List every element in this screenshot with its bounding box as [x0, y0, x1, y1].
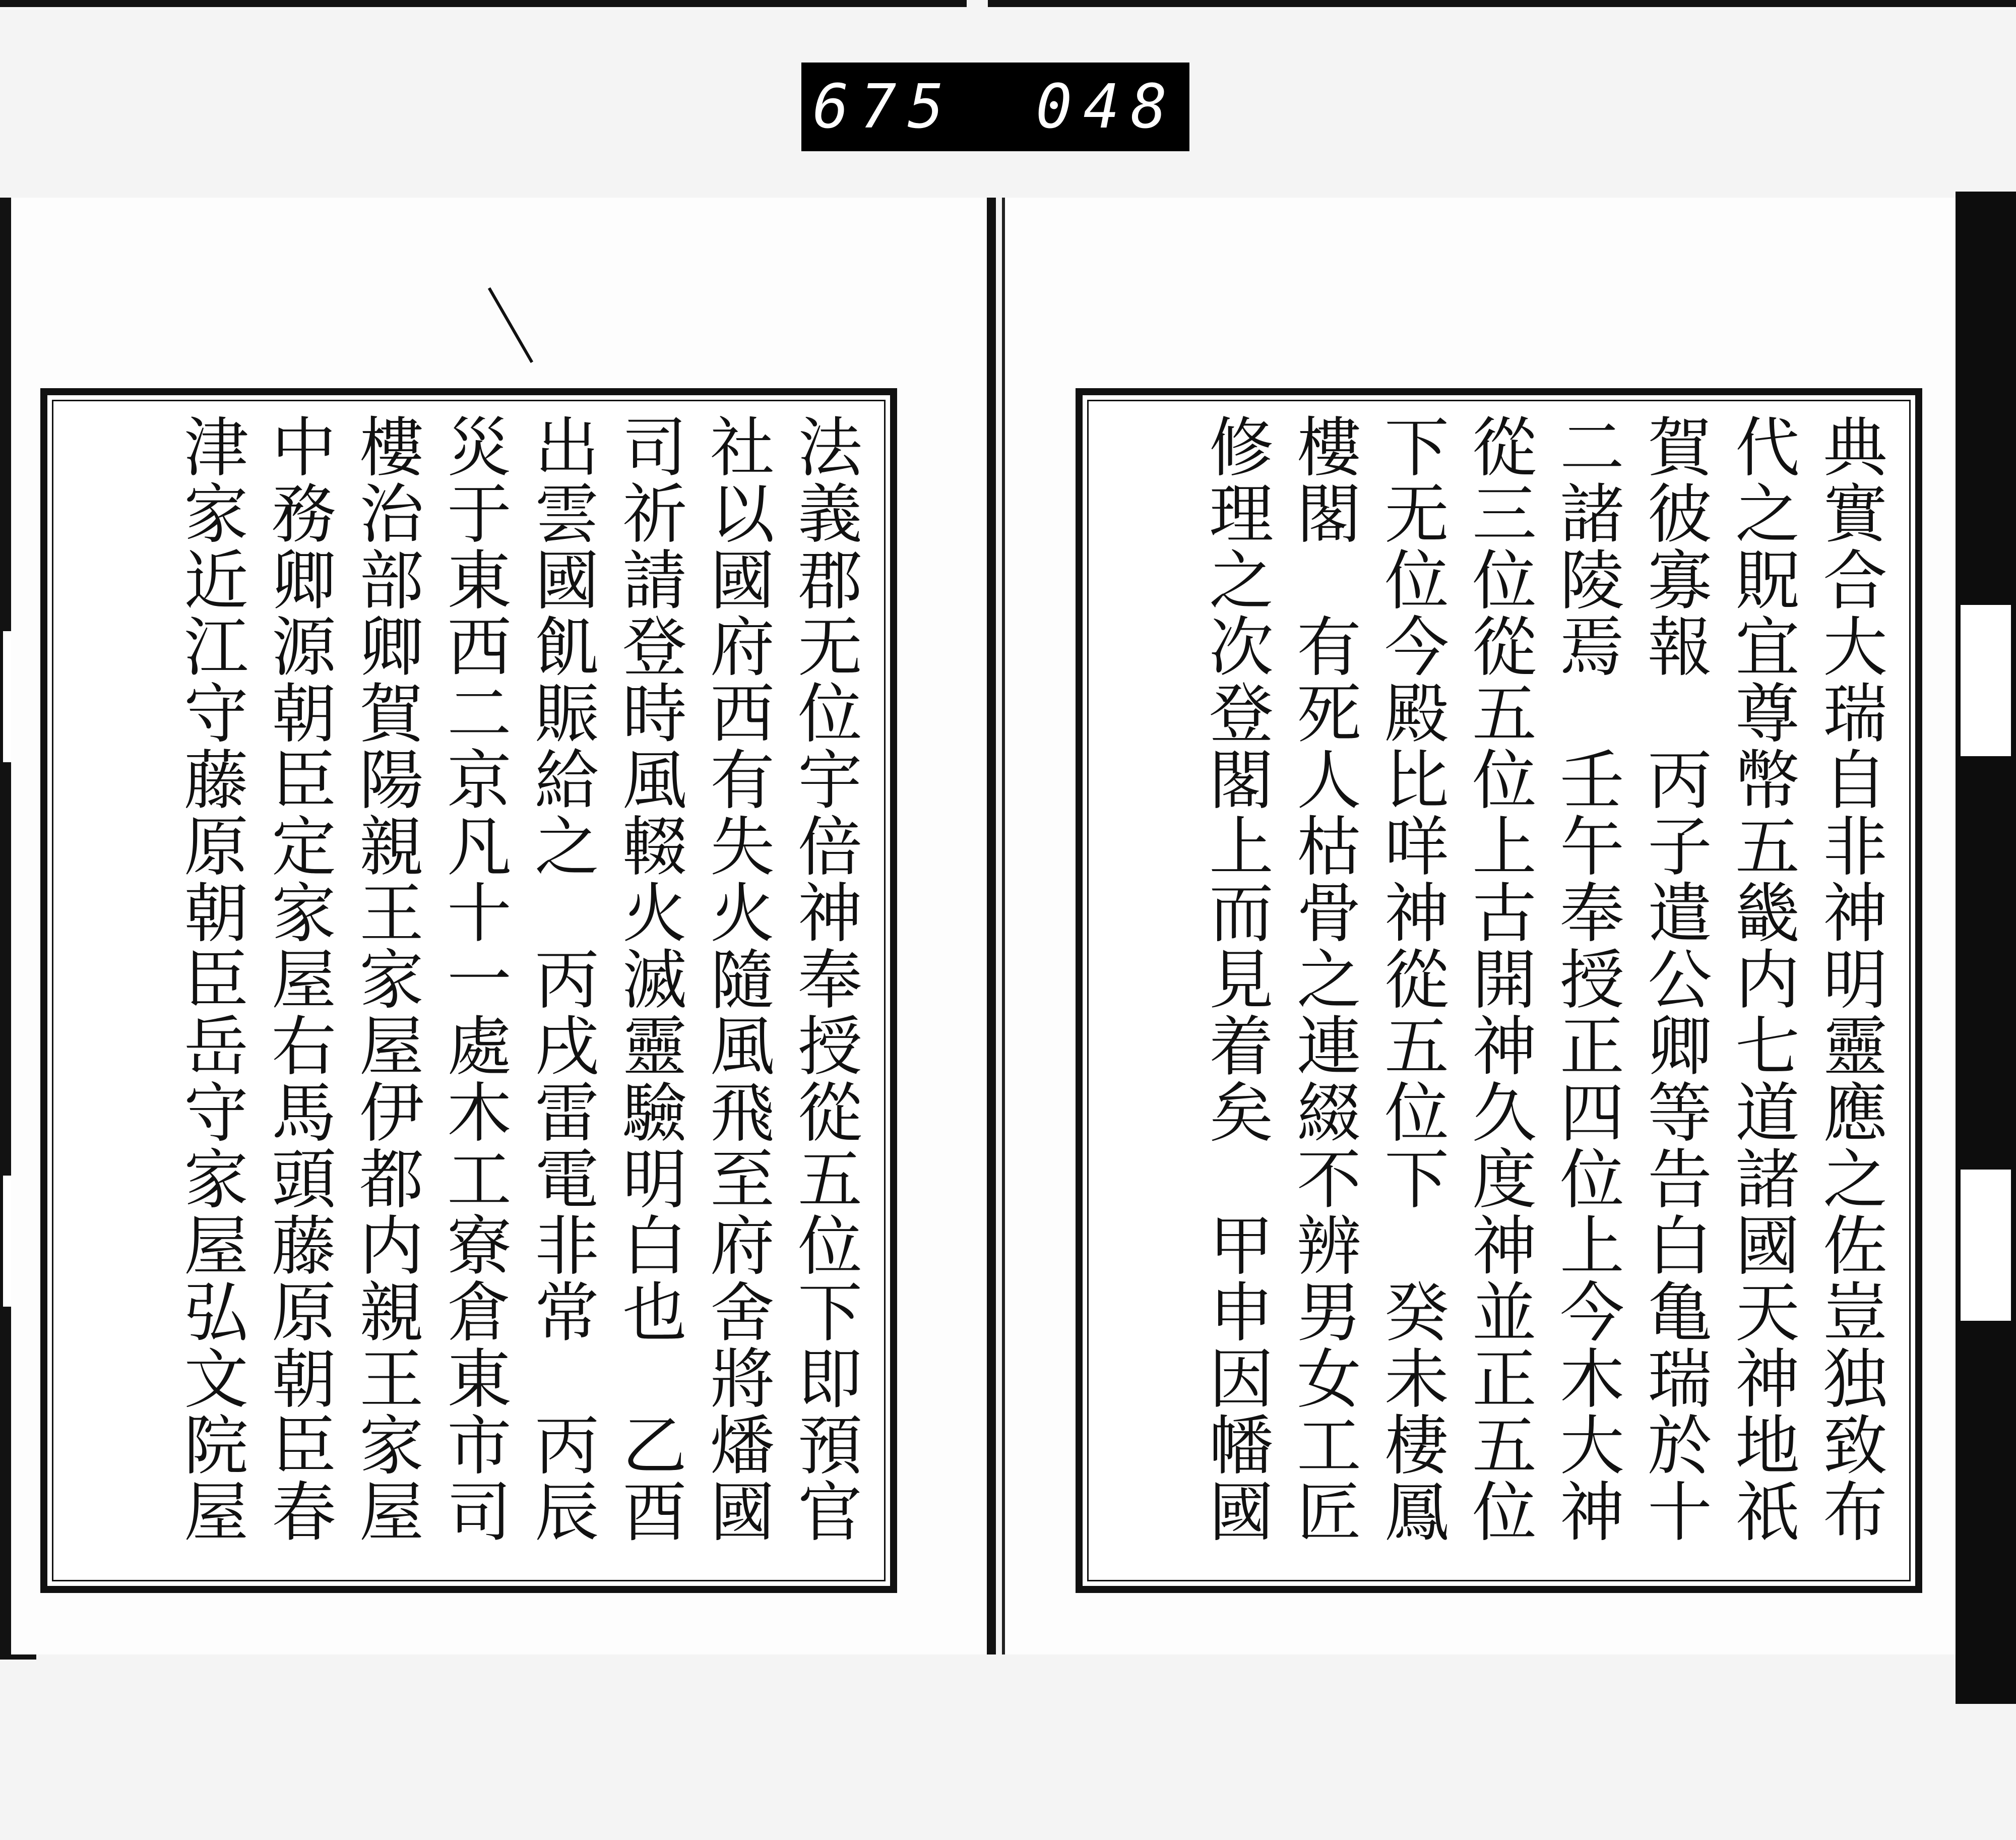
- text-column: 二諸陵焉 壬午奉授正四位上今木大神: [1549, 413, 1624, 1545]
- text-column: 中務卿源朝臣定家屋右馬頭藤原朝臣春: [261, 413, 336, 1545]
- edge-tab: [1961, 605, 2011, 756]
- text-column: 樓閣 有死人枯骨之連綴不辨男女工匠: [1286, 413, 1361, 1545]
- scan-label-left-number: 675: [812, 72, 955, 142]
- edge-tab: [1961, 1170, 2011, 1321]
- scan-label: [801, 63, 1189, 151]
- scan-label-right-number: 048: [1036, 72, 1178, 142]
- text-column: 社以國府西有失火隨風飛至府舍將燔國: [699, 413, 774, 1545]
- book-edge-right: [1956, 192, 2016, 1704]
- left-text-block: [40, 388, 897, 1593]
- text-column: 典實合大瑞自非神明靈應之佐豈独致布: [1812, 413, 1887, 1545]
- text-column: 津家近江守藤原朝臣岳守家屋弘文院屋: [173, 413, 248, 1545]
- text-column: 司祈請登時風輟火滅靈驗明白也 乙酉: [611, 413, 686, 1545]
- text-column: 樓治部卿賀陽親王家屋伊都内親王家屋: [348, 413, 423, 1545]
- text-column: 從三位從五位上古開神久度神並正五位: [1461, 413, 1536, 1545]
- text-column: 代之貺宜尊幣五畿内七道諸國天神地祇: [1724, 413, 1799, 1545]
- text-column: 災于東西二京凡十一處木工寮倉東市司: [436, 413, 511, 1545]
- top-border-right: [988, 0, 2016, 7]
- text-column: 法義郡无位宇倍神奉授從五位下即預官: [787, 413, 862, 1545]
- text-column: 出雲國飢賑給之 丙戌雷電非常 丙辰: [524, 413, 599, 1545]
- text-column: 下无位今殿比咩神從五位下 癸未棲鳳: [1373, 413, 1448, 1545]
- top-border-left: [0, 0, 967, 7]
- right-text-block: [1076, 388, 1922, 1593]
- text-column: 修理之次登閣上而見着矣 甲申因幡國: [1198, 413, 1273, 1545]
- text-column: 賀彼寡報 丙子遣公卿等告白亀瑞於十: [1636, 413, 1712, 1545]
